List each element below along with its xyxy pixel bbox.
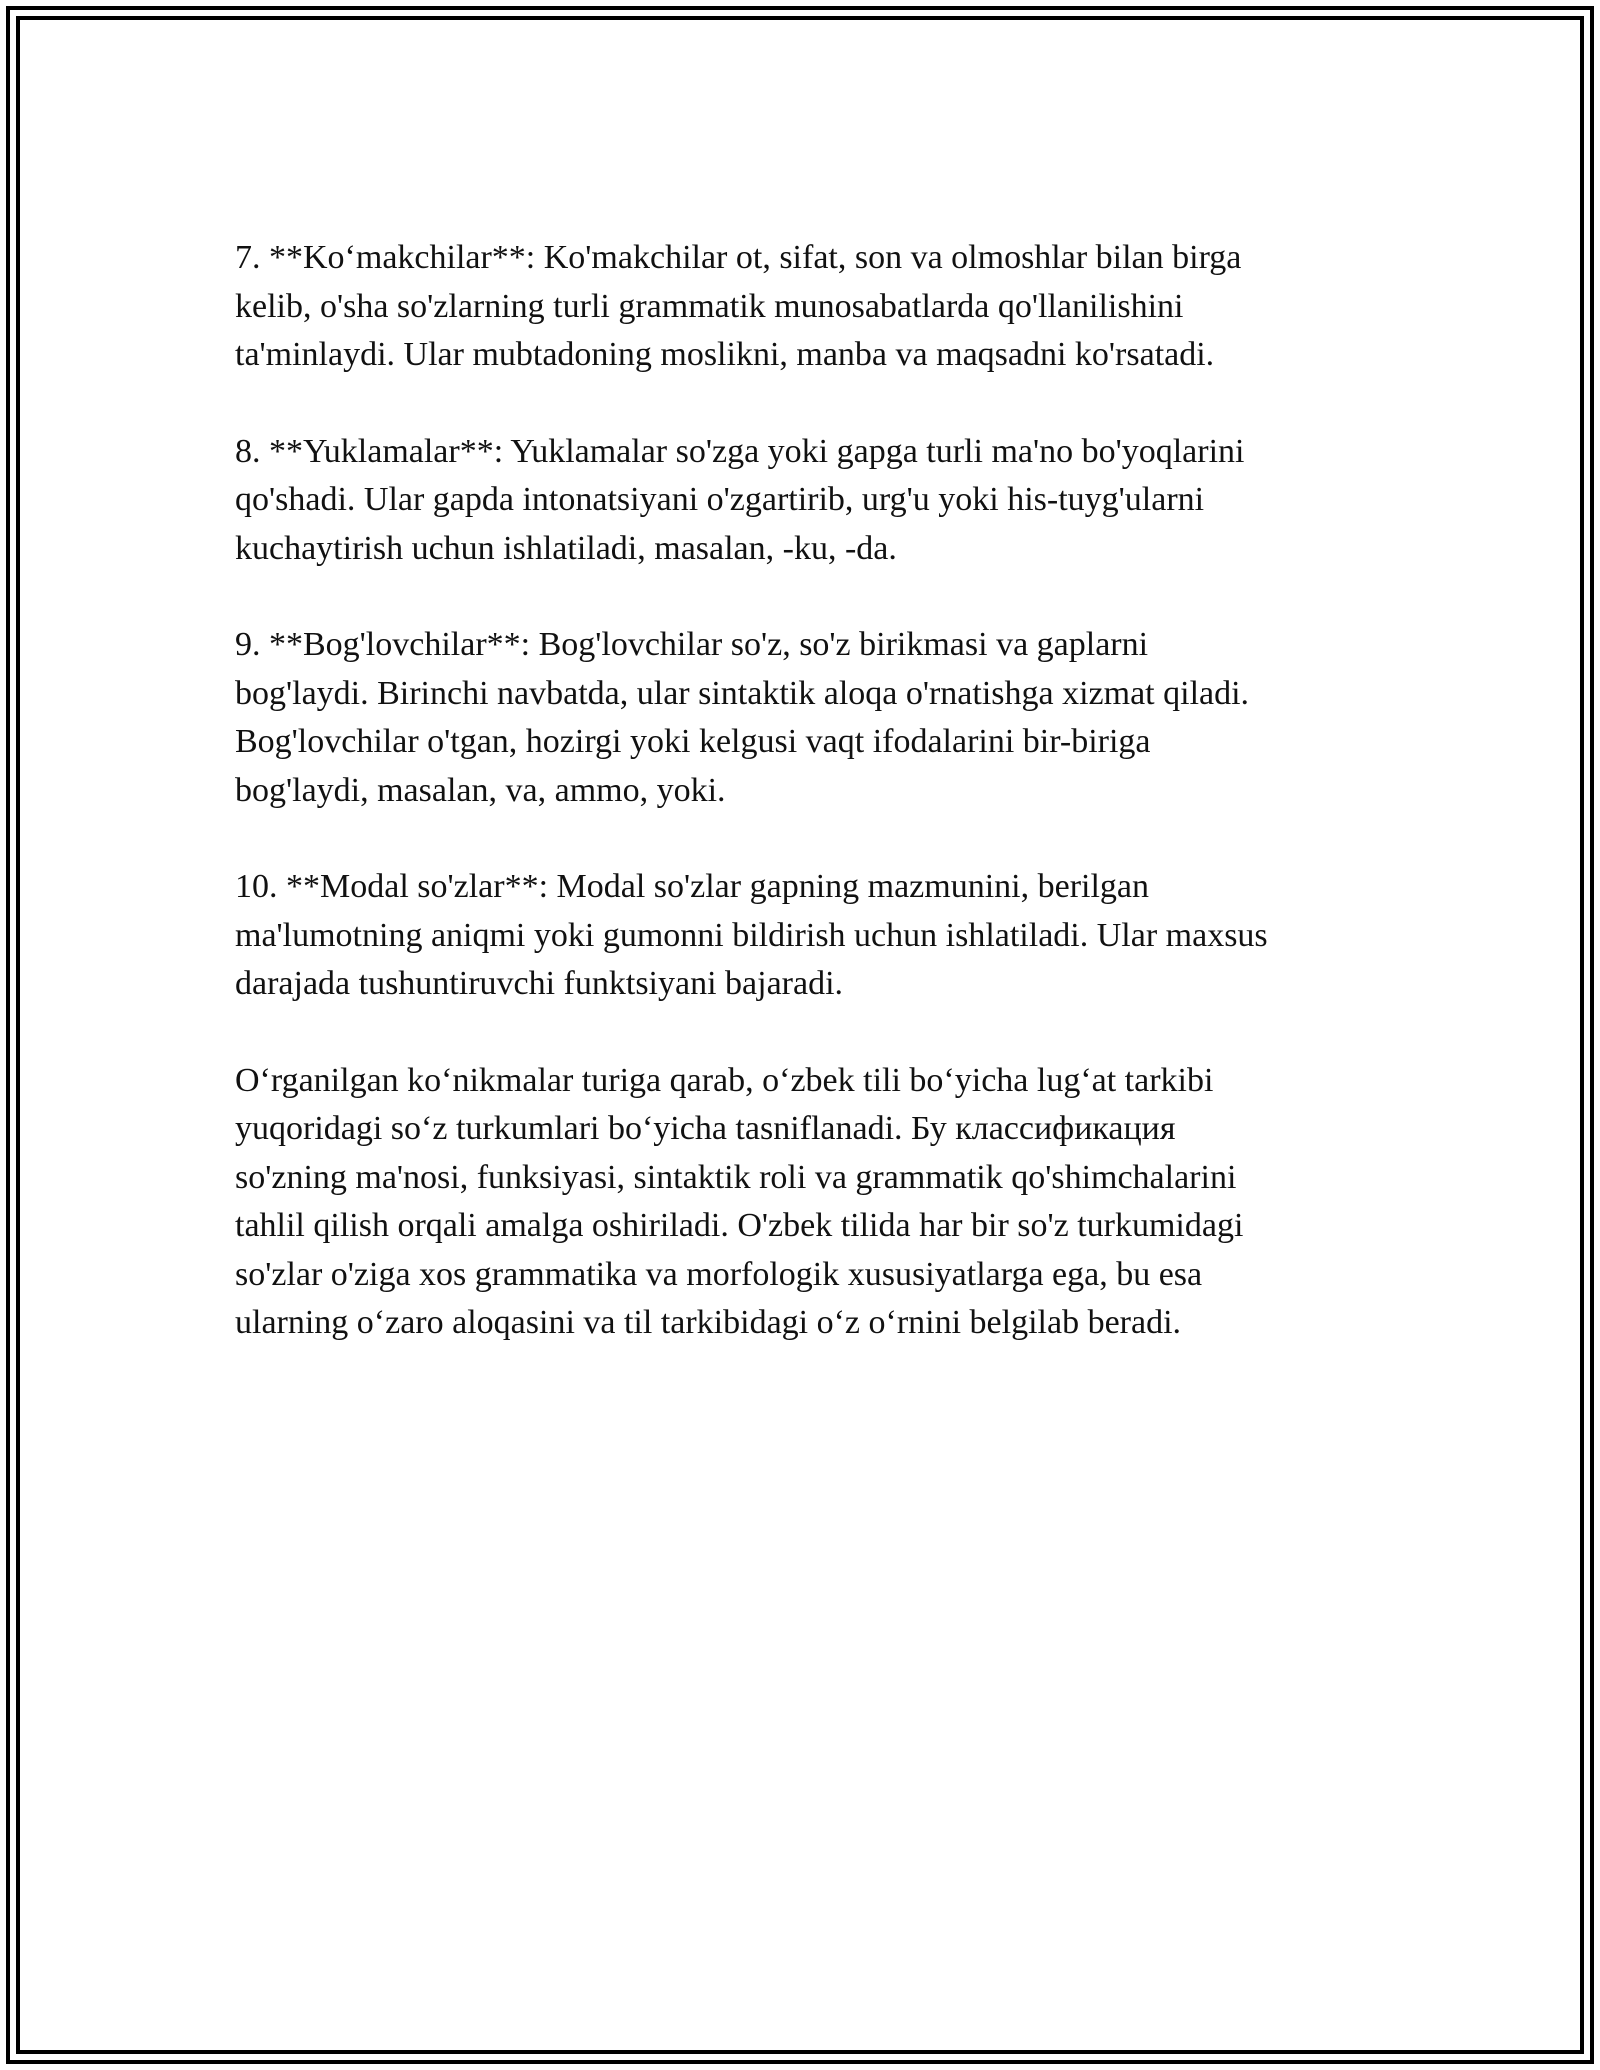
paragraph-yuklamalar: 8. **Yuklamalar**: Yuklamalar so'zga yoki gapga turli ma'no bo'yoqlarini qo'shadi. Ular gapda intonatsiyani o'zgartirib, urg'u yoki his-tuyg'ularni kuchaytirish uchun ishlatiladi, masalan, -ku, -da.: [235, 432, 1245, 567]
document-body: [235, 234, 1365, 1396]
paragraph-modal-sozlar: 10. **Modal so'zlar**: Modal so'zlar gapning mazmunini, berilgan ma'lumotning aniqmi yoki gumonni bildirish uchun ishlatiladi. Ular maxsus darajada tushuntiruvchi funktsiyani bajaradi.: [235, 868, 1268, 1002]
paragraph-komakchilar: 7. **Ko‘makchilar**: Ko'makchilar ot, sifat, son va olmoshlar bilan birga kelib, o'sha so'zlarning turli grammatik munosabatlarda qo'llanilishini ta'minlaydi. Ular mubtadoning moslikni, manba va maqsadni ko'rsatadi.: [235, 239, 1242, 373]
paragraph-boglovchilar: 9. **Bog'lovchilar**: Bog'lovchilar so'z, so'z birikmasi va gaplarni bog'laydi. Birinchi navbatda, ular sintaktik aloqa o'rnatishga xizmat qiladi. Bog'lovchilar o'tgan, hozirgi yoki kelgusi vaqt ifodalarini bir-biriga bog'laydi, masalan, va, ammo, yoki.: [235, 626, 1250, 809]
paragraph-conclusion: O‘rganilgan ko‘nikmalar turiga qarab, o‘zbek tili bo‘yicha lug‘at tarkibi yuqoridagi so‘z turkumlari bo‘yicha tasniflanadi. Бу классификация so'zning ma'nosi, funksiyasi, sintaktik roli va grammatik qo'shimchalarini tahlil qilish orqali amalga oshiriladi. O'zbek tilida har bir so'z turkumidagi so'zlar o'ziga xos grammatika va morfologik xususiyatlarga ega, bu esa ularning o‘zaro aloqasini va til tarkibidagi o‘z o‘rnini belgilab beradi.: [235, 1061, 1244, 1341]
